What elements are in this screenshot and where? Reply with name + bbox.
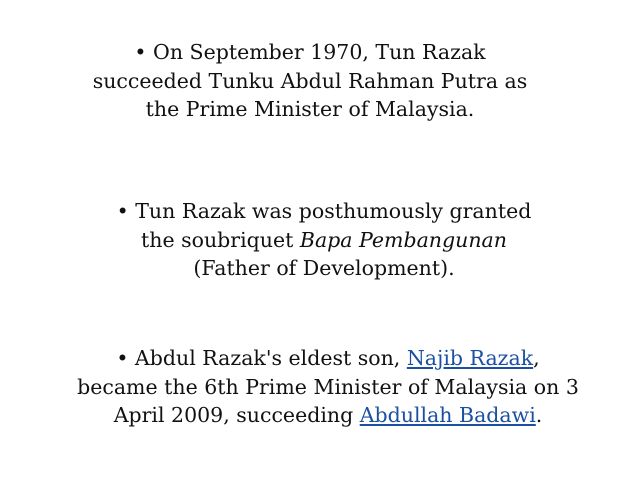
bullet-1 [0,38,620,124]
bullet-2-line-3: (Father of Development). [193,256,455,280]
najib-razak-link[interactable]: Najib Razak [406,346,534,370]
bullet-3-line-2: became the 6th Prime Minister of Malaysia on 3 [77,374,579,399]
abdullah-badawi-link[interactable]: Abdullah Badawi [359,403,536,427]
bullet-3-line-3-text: April 2009, succeeding [113,403,360,427]
bullet-3-line-3-period: . [535,403,543,427]
bullet-3-line-3 [0,401,638,430]
bullet-3-line-1-text: • Abdul Razak's eldest son, [116,346,407,370]
bullet-2-line-2 [0,226,638,255]
bapa-pembangunan-italic: Bapa Pembangunan [299,227,507,252]
bullet-3-line-1-comma: , [533,346,540,370]
bullet-2-line-2-text: the soubriquet [141,227,300,252]
bullet-2-line-1: • Tun Razak was posthumously granted [116,199,532,223]
bullet-3-line-1 [0,344,638,373]
bullet-1-line-2: succeeded Tunku Abdul Rahman Putra as [92,68,528,93]
bullet-1-line-1: • On September 1970, Tun Razak [134,40,486,64]
bullet-1-line-3: the Prime Minister of Malaysia. [145,97,475,121]
bullet-2 [0,197,638,283]
bullet-3 [0,344,638,430]
